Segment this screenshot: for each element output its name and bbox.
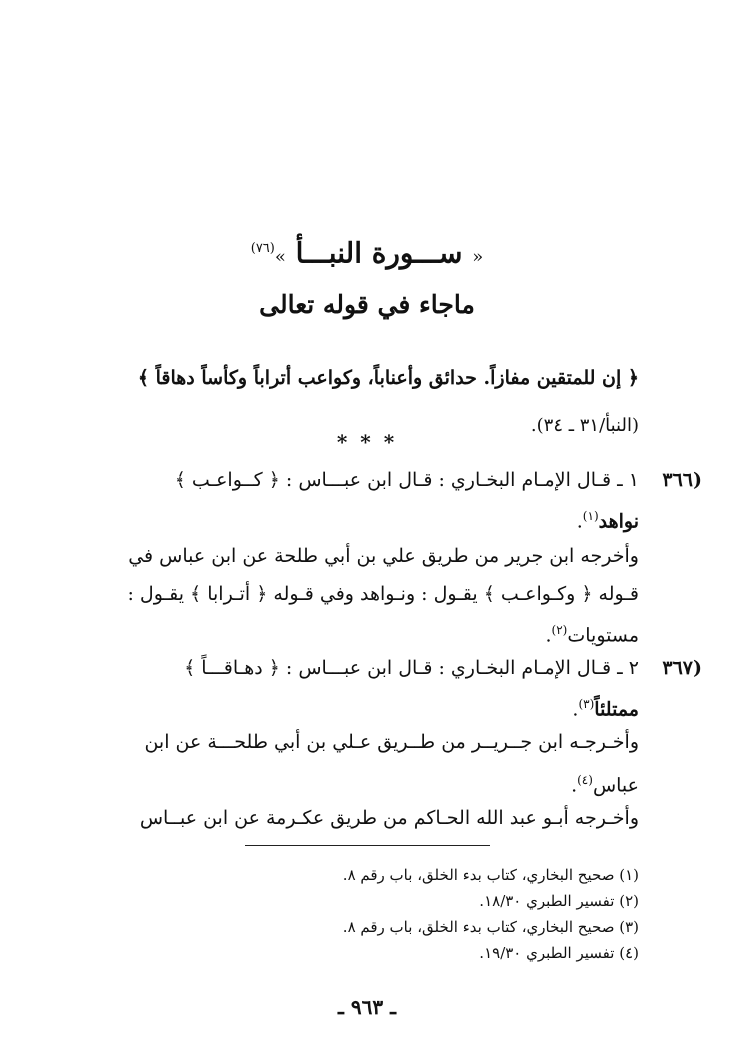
paragraph-line: وأخرجه ابن جرير من طريق علي بن أبي طلحة عن ابن عباس في bbox=[128, 545, 639, 567]
hadith-word: ممتلئاً bbox=[594, 698, 639, 721]
section-separator: * * * bbox=[336, 430, 398, 454]
hadith-line: ١ ـ قـال الإمـام البخـاري : قـال ابن عبـــاس : ﴿ كــواعـب ﴾ bbox=[174, 469, 639, 491]
title-close-bracket: » bbox=[274, 246, 286, 268]
paragraph-line: قـوله ﴿ وكـواعـب ﴾ يقـول : ونـواهد وفي قـوله ﴿ أتـرابا ﴾ يقـول : bbox=[127, 583, 639, 605]
footnote bbox=[343, 862, 639, 888]
hadith-line bbox=[572, 688, 639, 725]
footnote-divider bbox=[245, 845, 490, 846]
title-open-bracket: « bbox=[472, 246, 484, 268]
verse-reference: (النبأ/٣١ ـ ٣٤). bbox=[530, 415, 639, 436]
footnote-ref: (٣) bbox=[578, 697, 595, 711]
hadith-number: (٣٦٧ bbox=[662, 657, 702, 679]
surah-name: ســـورة النبـــأ bbox=[295, 236, 463, 270]
footnote bbox=[479, 888, 639, 914]
footnote bbox=[343, 914, 639, 940]
footnote-marker: (٢) bbox=[619, 892, 639, 910]
hadith-line: ٢ ـ قـال الإمـام البخـاري : قـال ابن عبـــاس : ﴿ دهـاقـــاً ﴾ bbox=[184, 657, 639, 679]
footnote-text: تفسير الطبري ١٩/٣٠. bbox=[479, 944, 615, 962]
surah-title bbox=[0, 229, 734, 277]
hadith-number: (٣٦٦ bbox=[662, 469, 702, 491]
punctuation: . bbox=[571, 774, 578, 797]
title-footnote-marker: (٧٦) bbox=[250, 241, 275, 256]
paragraph-word: عباس bbox=[592, 774, 639, 797]
punctuation: . bbox=[545, 624, 552, 647]
punctuation: . bbox=[572, 698, 579, 721]
footnote-marker: (١) bbox=[619, 866, 639, 884]
footnote-text: تفسير الطبري ١٨/٣٠. bbox=[479, 892, 615, 910]
footnote-marker: (٤) bbox=[619, 944, 639, 962]
paragraph-line: وأخـرجـه ابن جــريــر من طــريق عـلي بن أبي طلحـــة عن ابن bbox=[144, 731, 639, 753]
punctuation: . bbox=[576, 510, 583, 533]
hadith-word: نواهد bbox=[598, 510, 639, 533]
section-subtitle: ماجاء في قوله تعالى bbox=[259, 290, 475, 319]
footnote-text: صحيح البخاري، كتاب بدء الخلق، باب رقم ٨. bbox=[342, 918, 615, 936]
footnote-marker: (٣) bbox=[619, 918, 639, 936]
quran-verse: ﴿ إن للمتقين مفازاً. حدائق وأعناباً، وكواعب أتراباً وكأساً دهاقاً ﴾ bbox=[137, 367, 639, 389]
paragraph-word: مستويات bbox=[567, 624, 639, 647]
paragraph-line bbox=[545, 614, 639, 651]
paragraph-line bbox=[571, 764, 639, 801]
hadith-line bbox=[577, 500, 639, 537]
footnote-text: صحيح البخاري، كتاب بدء الخلق، باب رقم ٨. bbox=[342, 866, 615, 884]
page-number: ـ ٩٦٣ ـ bbox=[338, 995, 396, 1019]
paragraph-line: وأخـرجه أبـو عبد الله الحـاكم من طريق عكـرمة عن ابن عبــاس bbox=[139, 807, 639, 829]
footnote-ref: (٤) bbox=[577, 773, 593, 787]
footnote-ref: (١) bbox=[582, 509, 599, 523]
footnote-ref: (٢) bbox=[551, 623, 568, 637]
footnote bbox=[479, 940, 639, 966]
